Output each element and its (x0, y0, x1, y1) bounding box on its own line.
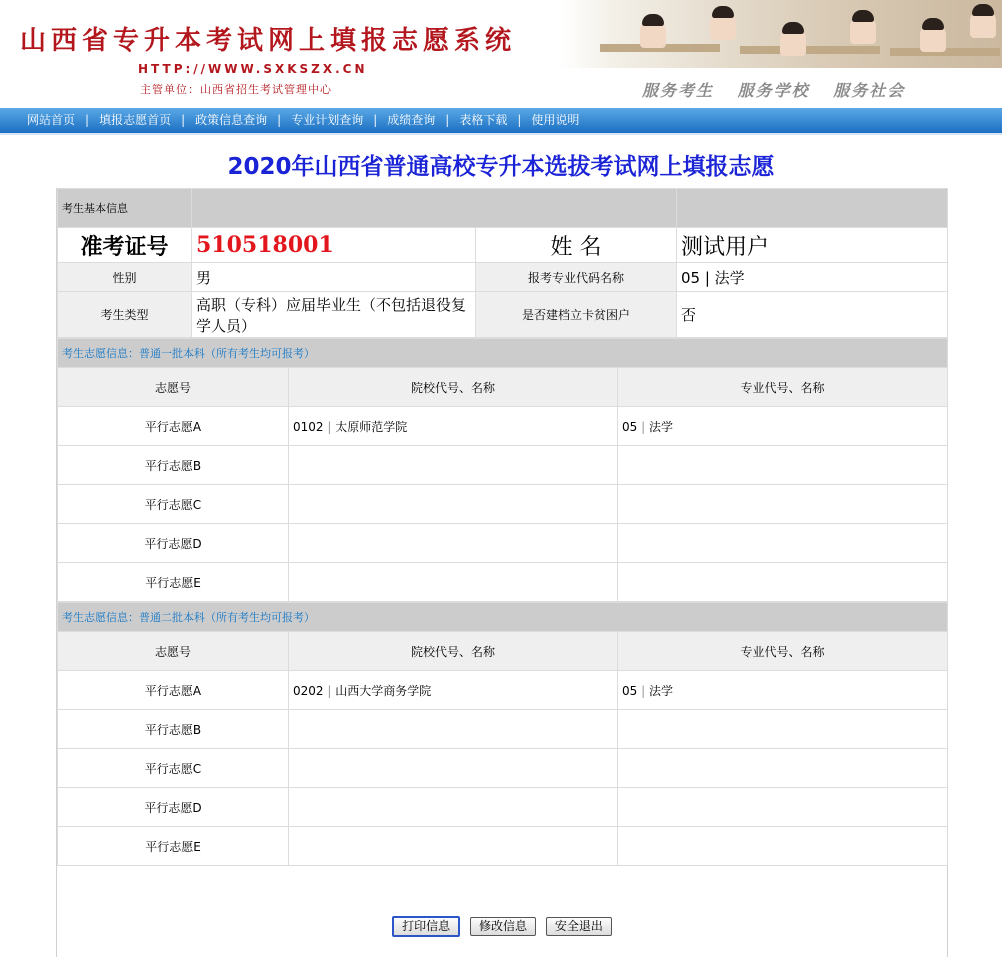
header-filler (677, 189, 948, 228)
poverty-label: 是否建档立卡贫困户 (476, 292, 677, 338)
separator: | (327, 419, 332, 434)
basic-info-section-label: 考生基本信息 (58, 189, 192, 228)
table-row (58, 524, 948, 563)
col-choice-no: 志愿号 (58, 368, 289, 407)
major-cell (618, 563, 948, 602)
col-school: 院校代号、名称 (289, 368, 618, 407)
nav-separator: | (181, 113, 186, 127)
section-header: 考生志愿信息：普通二批本科（所有考生均可报考） (58, 603, 948, 632)
school-name: 山西大学商务学院 (335, 683, 432, 698)
slogan-1: 服务考生 (642, 81, 715, 100)
nav-plan[interactable]: 专业计划查询 (291, 113, 364, 127)
school-cell (289, 788, 618, 827)
choice-label: 平行志愿E (58, 563, 289, 602)
school-name: 太原师范学院 (335, 419, 408, 434)
table-row (58, 788, 948, 827)
school-cell (289, 407, 618, 446)
slogan-2: 服务学校 (737, 81, 810, 100)
logout-button[interactable]: 安全退出 (546, 917, 612, 936)
ticket-value: 510518001 (192, 228, 476, 263)
site-url: HTTP://WWW.SXKSZX.CN (138, 62, 368, 76)
major-code: 05 (622, 683, 638, 698)
major-code: 05 (622, 419, 638, 434)
school-cell (289, 671, 618, 710)
major-cell (618, 446, 948, 485)
major-cell (618, 524, 948, 563)
site-header (0, 0, 1002, 106)
school-cell (289, 524, 618, 563)
nav-separator: | (85, 113, 90, 127)
header-filler (192, 189, 677, 228)
table-row (58, 710, 948, 749)
table-row (58, 749, 948, 788)
major-label: 报考专业代码名称 (476, 263, 677, 292)
choices-table-batch2 (57, 602, 948, 866)
separator: | (641, 683, 646, 698)
section-header: 考生志愿信息：普通一批本科（所有考生均可报考） (58, 339, 948, 368)
col-school: 院校代号、名称 (289, 632, 618, 671)
button-bar (57, 916, 947, 937)
school-cell (289, 485, 618, 524)
site-organizer: 主管单位：山西省招生考试管理中心 (140, 83, 332, 96)
school-code: 0202 (293, 683, 324, 698)
nav-scores[interactable]: 成绩查询 (387, 113, 436, 127)
basic-info-table (57, 188, 948, 338)
nav-help[interactable]: 使用说明 (531, 113, 580, 127)
poverty-value: 否 (677, 292, 948, 338)
choices-table-batch1 (57, 338, 948, 602)
nav-separator: | (517, 113, 522, 127)
choice-label: 平行志愿E (58, 827, 289, 866)
major-cell (618, 749, 948, 788)
col-major: 专业代号、名称 (618, 632, 948, 671)
school-cell (289, 563, 618, 602)
choice-label: 平行志愿C (58, 749, 289, 788)
nav-apply-home[interactable]: 填报志愿首页 (99, 113, 172, 127)
school-cell (289, 827, 618, 866)
table-row (58, 827, 948, 866)
major-value: 05 | 法学 (677, 263, 948, 292)
name-label: 姓 名 (476, 228, 677, 263)
table-row (58, 446, 948, 485)
major-cell (618, 407, 948, 446)
table-row (58, 563, 948, 602)
table-row (58, 671, 948, 710)
nav-home[interactable]: 网站首页 (27, 113, 76, 127)
ticket-label: 准考证号 (58, 228, 192, 263)
choice-label: 平行志愿B (58, 710, 289, 749)
nav-separator: | (373, 113, 378, 127)
choice-label: 平行志愿D (58, 524, 289, 563)
school-cell (289, 446, 618, 485)
gender-label: 性别 (58, 263, 192, 292)
major-cell (618, 485, 948, 524)
school-cell (289, 749, 618, 788)
header-photo (560, 0, 1002, 68)
slogans (642, 78, 921, 101)
table-row (58, 407, 948, 446)
choice-label: 平行志愿D (58, 788, 289, 827)
school-code: 0102 (293, 419, 324, 434)
modify-button[interactable]: 修改信息 (470, 917, 536, 936)
col-major: 专业代号、名称 (618, 368, 948, 407)
choice-label: 平行志愿C (58, 485, 289, 524)
type-value: 高职（专科）应届毕业生（不包括退役复学人员） (192, 292, 476, 338)
page-title: 2020年山西省普通高校专升本选拔考试网上填报志愿 (227, 154, 775, 180)
choice-label: 平行志愿B (58, 446, 289, 485)
school-cell (289, 710, 618, 749)
main-panel (56, 188, 948, 957)
gender-value: 男 (192, 263, 476, 292)
table-row (58, 485, 948, 524)
major-name: 法学 (648, 419, 673, 434)
separator: | (641, 419, 646, 434)
major-name: 法学 (648, 683, 673, 698)
major-cell (618, 788, 948, 827)
choice-label: 平行志愿A (58, 407, 289, 446)
slogan-3: 服务社会 (833, 81, 906, 100)
name-value: 测试用户 (677, 228, 948, 263)
print-button[interactable]: 打印信息 (392, 916, 460, 937)
nav-separator: | (277, 113, 282, 127)
choice-label: 平行志愿A (58, 671, 289, 710)
col-choice-no: 志愿号 (58, 632, 289, 671)
action-area (57, 866, 947, 960)
main-nav (0, 108, 1002, 135)
major-cell (618, 710, 948, 749)
type-label: 考生类型 (58, 292, 192, 338)
nav-separator: | (445, 113, 450, 127)
separator: | (327, 683, 332, 698)
site-title: 山西省专升本考试网上填报志愿系统 (20, 26, 517, 56)
nav-downloads[interactable]: 表格下载 (459, 113, 508, 127)
nav-policy[interactable]: 政策信息查询 (195, 113, 268, 127)
major-cell (618, 671, 948, 710)
major-cell (618, 827, 948, 866)
